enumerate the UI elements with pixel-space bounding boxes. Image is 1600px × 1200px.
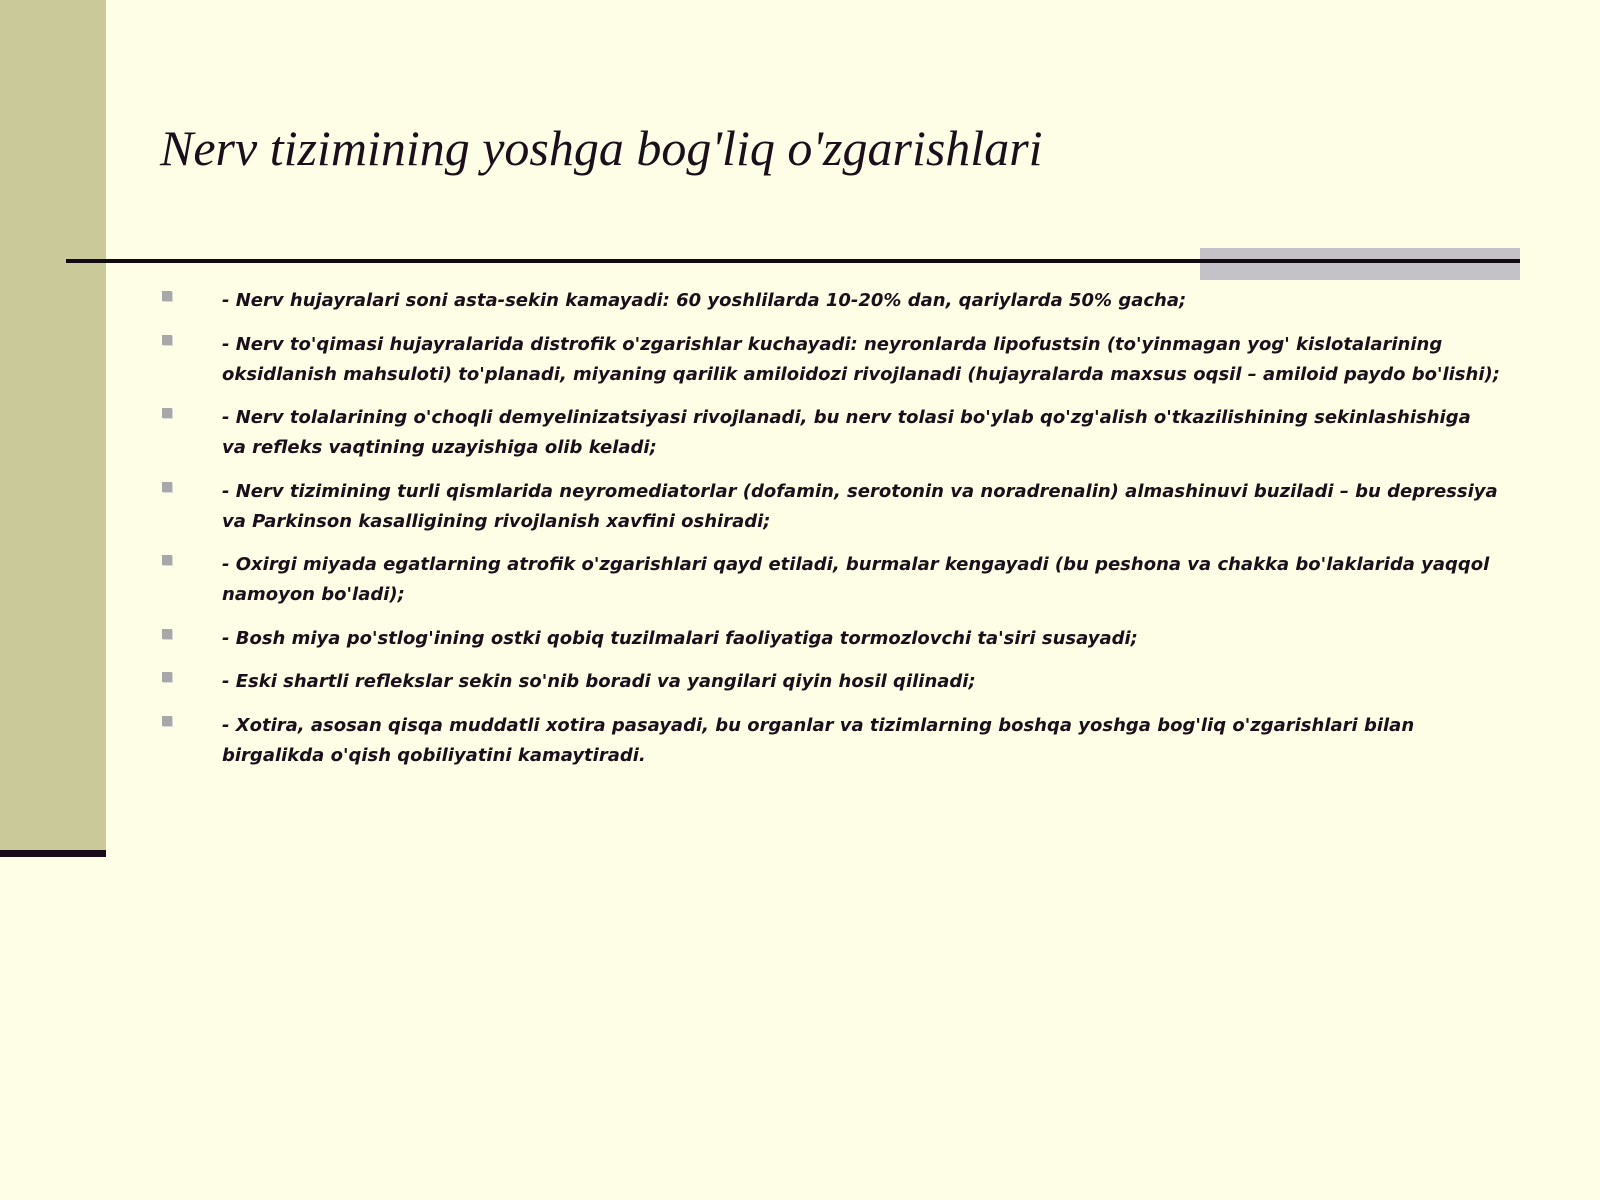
bullet-item [160, 711, 1500, 771]
square-bullet-icon [162, 335, 172, 345]
bullet-item [160, 624, 1500, 654]
bullet-item [160, 550, 1500, 610]
header-accent-block [1200, 248, 1520, 280]
square-bullet-icon [162, 672, 172, 682]
bullet-text: - Oxirgi miyada egatlarning atrofik o'zgarishlari qayd etiladi, burmalar kengayadi (bu peshona va chakka bo'laklarida yaqqol namoyon bo'ladi); [222, 554, 1490, 605]
bullet-text: - Nerv hujayralari soni asta-sekin kamayadi: 60 yoshlilarda 10-20% dan, qariylarda 50% gacha; [222, 290, 1187, 311]
bullet-item [160, 403, 1500, 463]
bullet-text: - Nerv tizimining turli qismlarida neyromediatorlar (dofamin, serotonin va noradrenalin) almashinuvi buziladi – bu depressiya va Parkinson kasalligining rivojlanish xavfini oshiradi; [222, 480, 1498, 532]
bullet-text: - Xotira, asosan qisqa muddatli xotira pasayadi, bu organlar va tizimlarning boshqa yoshga bog'liq o'zgarishlari bilan birgalikda o'qish qobiliyatini kamaytiradi. [222, 714, 1415, 766]
bullet-item [160, 477, 1500, 537]
square-bullet-icon [162, 629, 172, 639]
left-accent-bar-base [0, 850, 106, 857]
slide-title: Nerv tizimining yoshga bog'liq o'zgarishlari [160, 120, 1043, 176]
square-bullet-icon [162, 482, 172, 492]
square-bullet-icon [162, 408, 172, 418]
square-bullet-icon [162, 555, 172, 565]
bullet-text: - Eski shartli reflekslar sekin so'nib boradi va yangilari qiyin hosil qilinadi; [222, 671, 976, 692]
square-bullet-icon [162, 291, 172, 301]
left-accent-bar [0, 0, 106, 850]
bullet-item [160, 286, 1500, 316]
title-divider [66, 259, 1520, 263]
bullet-list [160, 286, 1500, 784]
bullet-text: - Nerv tolalarining o'choqli demyelinizatsiyasi rivojlanadi, bu nerv tolasi bo'ylab qo'zg'alish o'tkazilishining sekinlashishiga va refleks vaqtining uzayishiga olib keladi; [222, 407, 1471, 458]
bullet-item [160, 667, 1500, 697]
bullet-item [160, 330, 1500, 390]
bullet-text: - Nerv to'qimasi hujayralarida distrofik o'zgarishlar kuchayadi: neyronlarda lipofustsin (to'yinmagan yog' kislotalarining oksidlanish mahsuloti) to'planadi, miyaning qarilik amiloidozi rivojlanadi (hujayralarda maxsus oqsil – amiloid paydo bo'lishi); [222, 333, 1500, 385]
square-bullet-icon [162, 716, 172, 726]
bullet-text: - Bosh miya po'stlog'ining ostki qobiq tuzilmalari faoliyatiga tormozlovchi ta'siri susayadi; [222, 627, 1138, 649]
